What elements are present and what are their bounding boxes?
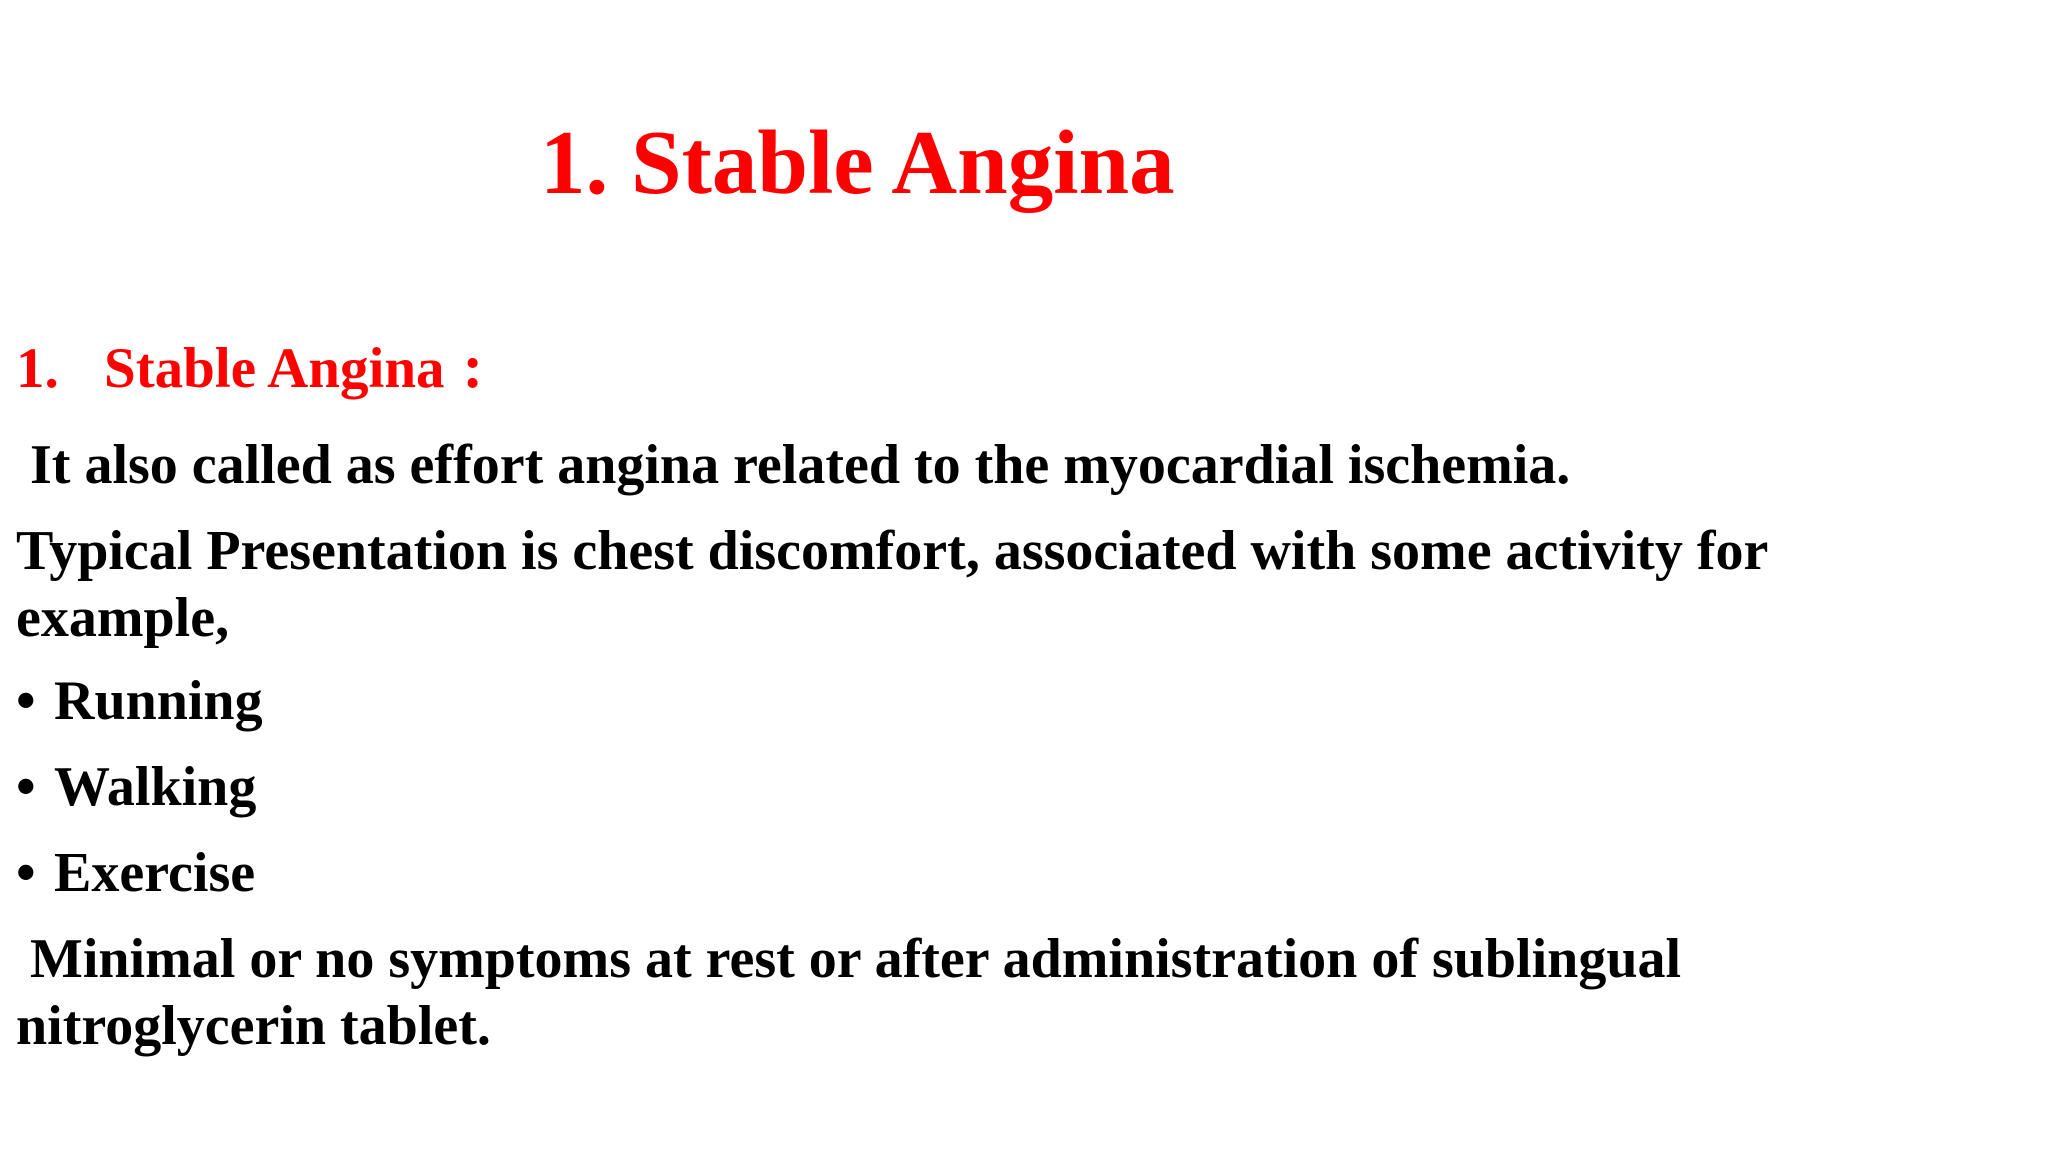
paragraph-minimal-symptoms-line2: nitroglycerin tablet. [16,995,491,1057]
bullet-icon: • [16,756,36,818]
list-item-label: Running [54,670,263,732]
list-item [16,668,263,734]
paragraph-typical-presentation-line2: example, [16,587,230,649]
subheading-colon: : [462,333,484,401]
list-item [16,840,255,906]
paragraph-typical-presentation-line1: Typical Presentation is chest discomfort, associated with some activity for [16,520,1769,582]
paragraph-minimal-symptoms-line1: Minimal or no symptoms at rest or after administration of sublingual [16,928,1682,990]
list-item-label: Exercise [54,842,256,904]
subheading [16,332,483,404]
list-item-label: Walking [54,756,257,818]
subheading-text: Stable Angina [104,337,445,400]
bullet-icon: • [16,842,36,904]
bullet-icon: • [16,670,36,732]
slide-title: 1. Stable Angina [540,112,1175,213]
paragraph-effort-angina: It also called as effort angina related to the myocardial ischemia. [16,434,1571,496]
list-item [16,754,256,820]
subheading-number: 1. [16,337,59,400]
